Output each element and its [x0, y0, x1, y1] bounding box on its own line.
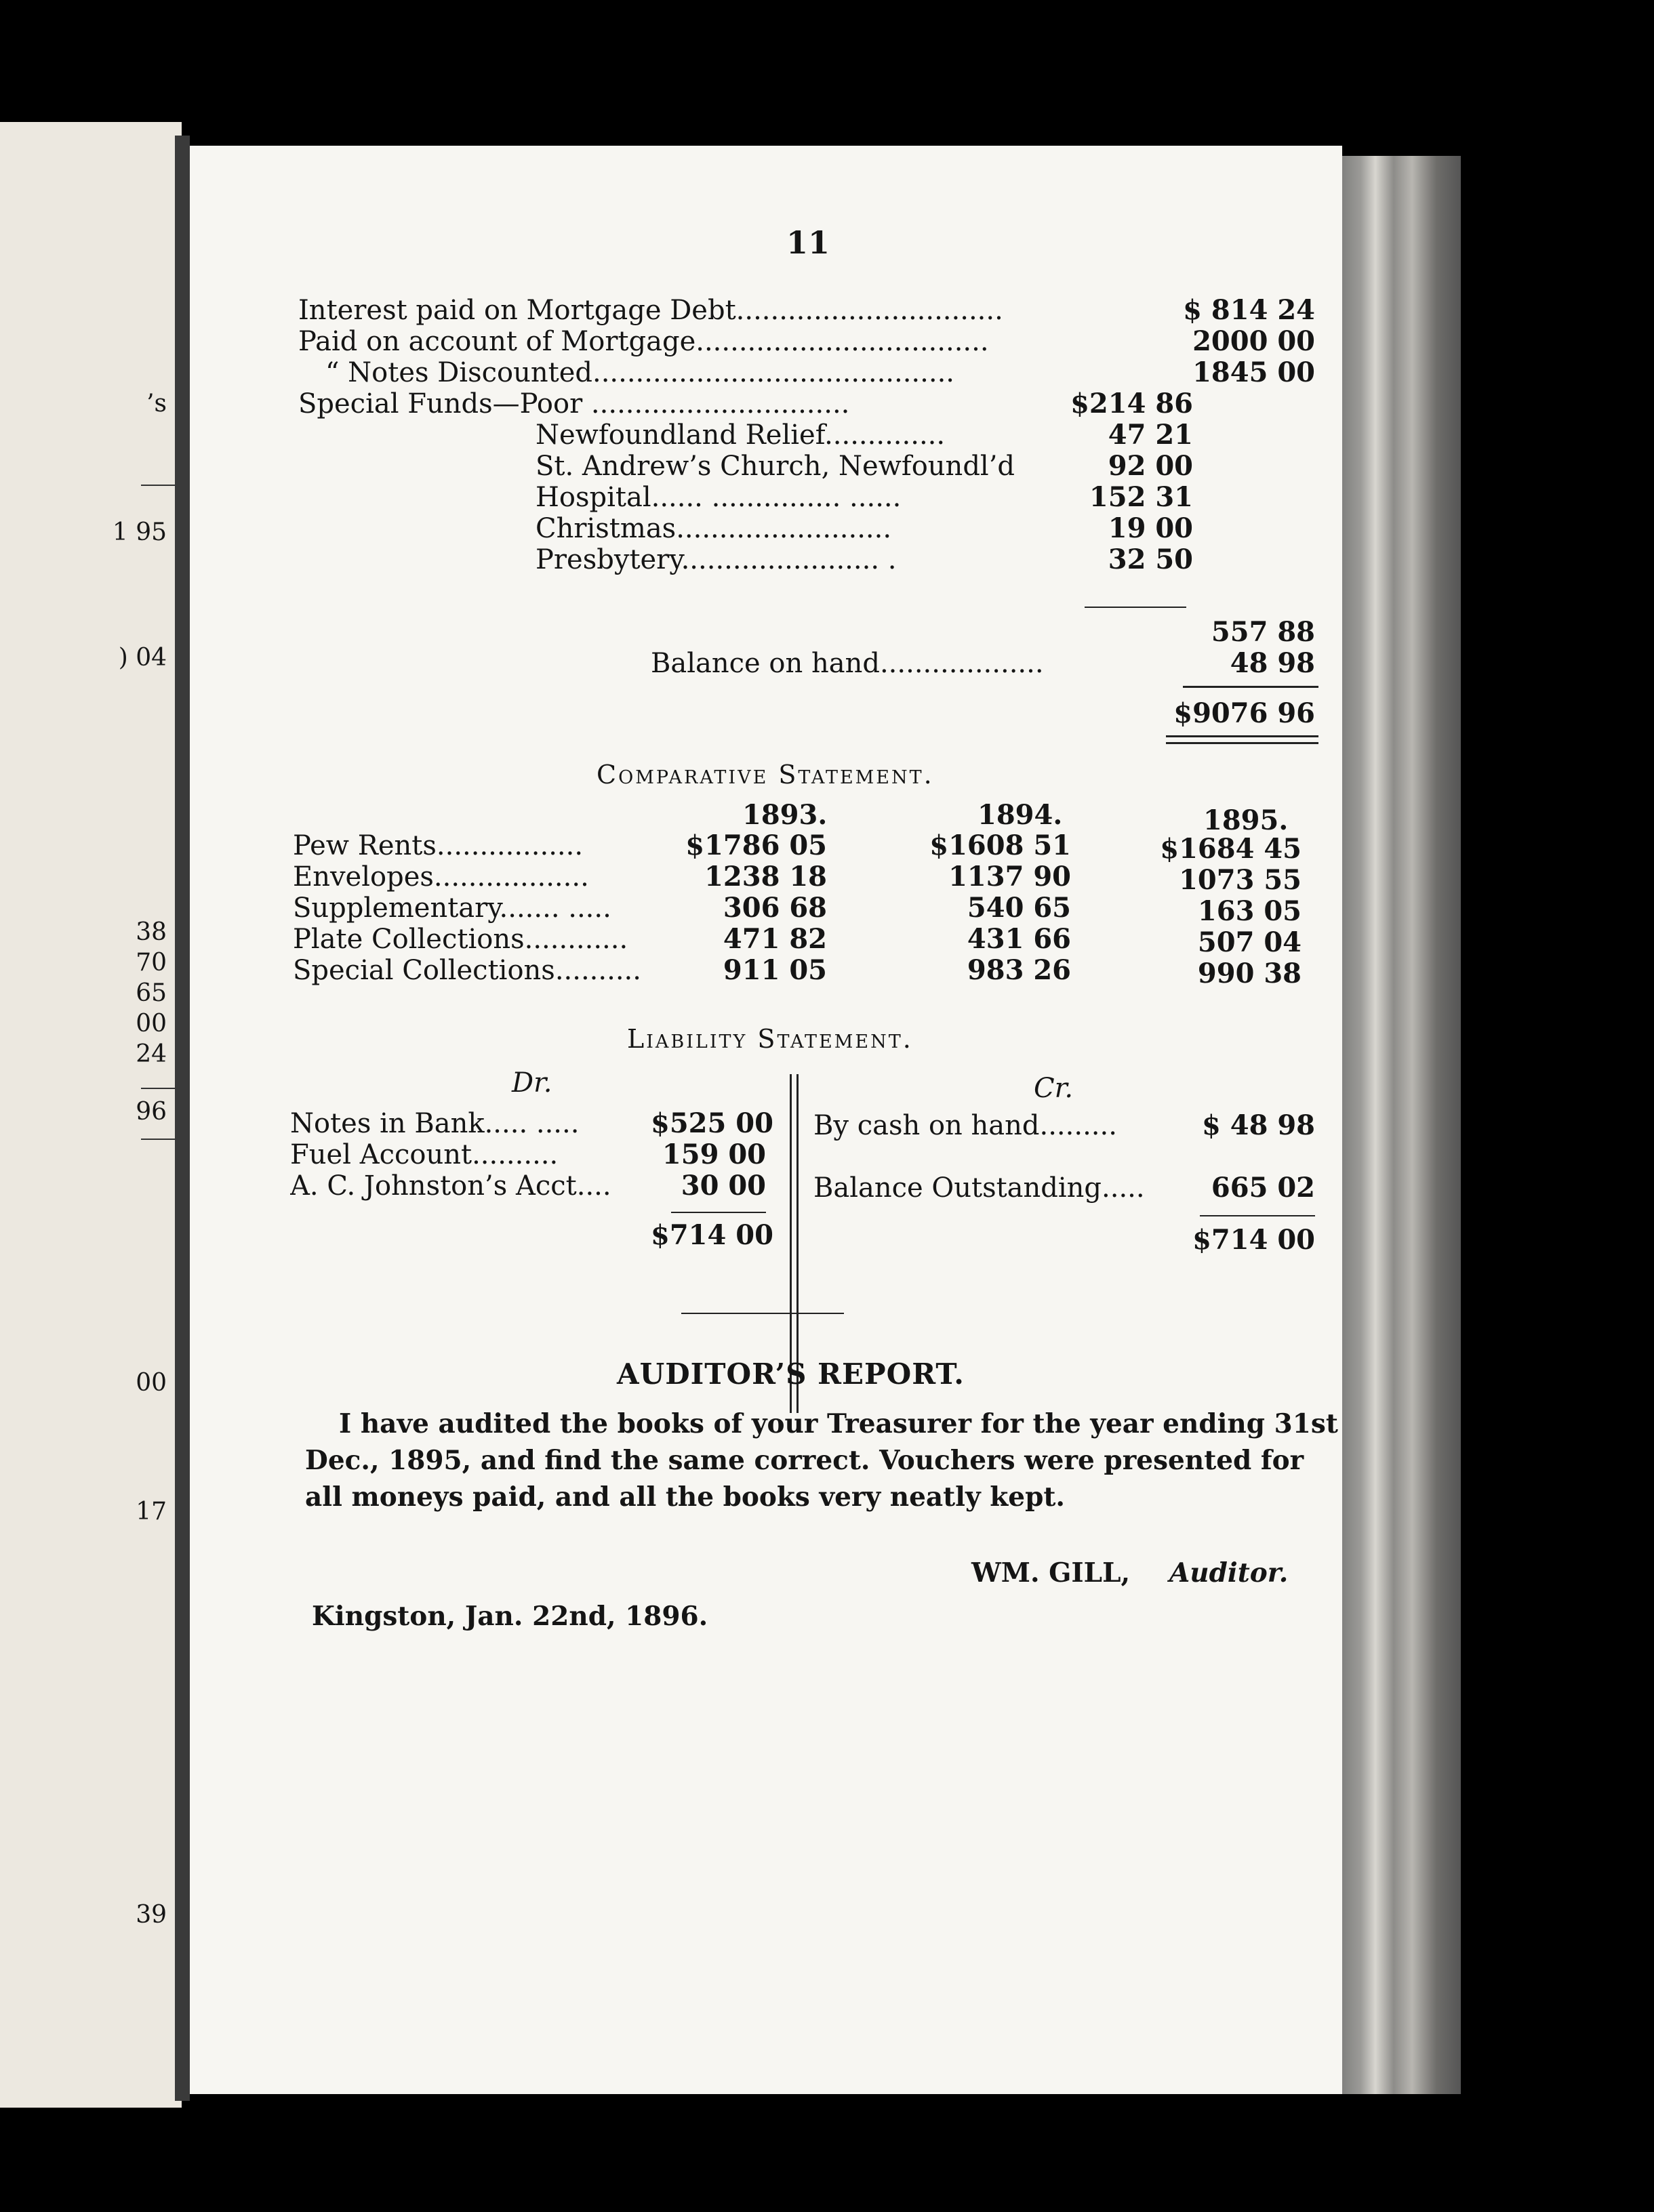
special-fund-label: Presbytery....................... . — [536, 544, 897, 575]
dr-row-label: Fuel Account.......... — [290, 1139, 559, 1170]
left-fragment: ’s — [146, 390, 167, 417]
left-fragment: 24 — [136, 1040, 167, 1068]
dr-heading: Dr. — [512, 1067, 552, 1099]
dr-row-label: Notes in Bank..... ..... — [290, 1108, 580, 1139]
document-page — [190, 146, 1342, 2094]
comparative-value-1895: 163 05 — [1197, 895, 1302, 927]
cr-total-rule — [1200, 1215, 1315, 1216]
dr-row-amount: 30 00 — [681, 1170, 766, 1202]
special-fund-label: Christmas......................... — [536, 513, 892, 544]
special-fund-amount: 47 21 — [1108, 419, 1193, 451]
special-fund-amount: $214 86 — [1070, 388, 1193, 419]
left-fragment: 00 — [136, 1010, 167, 1038]
special-fund-amount: 92 00 — [1108, 450, 1193, 482]
comparative-value-1894: $1608 51 — [929, 830, 1071, 861]
cr-row-amount: 665 02 — [1211, 1172, 1315, 1204]
comparative-value-1894: 431 66 — [967, 923, 1071, 955]
comparative-value-1895: $1684 45 — [1160, 833, 1302, 865]
comparative-value-1893: 1238 18 — [704, 861, 827, 893]
left-fragment: 38 — [136, 918, 167, 946]
left-fragment: 39 — [136, 1901, 167, 1929]
account-line-label: Paid on account of Mortgage.................................. — [298, 326, 989, 357]
comparative-row-label: Special Collections.......... — [293, 955, 641, 986]
dr-row-label: A. C. Johnston’s Acct.... — [290, 1170, 611, 1202]
left-fragment: 1 95 — [112, 518, 167, 546]
book-gutter — [175, 136, 190, 2101]
place-date: Kingston, Jan. 22nd, 1896. — [312, 1601, 708, 1632]
page-edges — [1339, 156, 1461, 2094]
comparative-value-1895: 1073 55 — [1179, 864, 1302, 896]
comparative-value-1895: 507 04 — [1197, 926, 1302, 958]
page-number: 11 — [786, 224, 830, 261]
double-rule-top — [1166, 735, 1318, 737]
cr-heading: Cr. — [1034, 1073, 1074, 1104]
comparative-value-1894: 540 65 — [967, 892, 1071, 924]
total-rule — [1183, 686, 1318, 688]
account-line-label: “ Notes Discounted.......................................... — [325, 357, 955, 388]
grand-total: $9076 96 — [1173, 697, 1315, 729]
auditor-body-line: I have audited the books of your Treasurer for the year ending 31st — [339, 1408, 1338, 1439]
comparative-value-1893: 306 68 — [723, 892, 827, 924]
cr-row-label: By cash on hand......... — [813, 1110, 1117, 1141]
comparative-row-label: Supplementary....... ..... — [293, 893, 611, 924]
balance-label: Balance on hand................... — [651, 648, 1044, 679]
signature-name: WM. GILL, — [971, 1557, 1131, 1589]
comparative-value-1893: $1786 05 — [685, 830, 827, 861]
special-fund-amount: 19 00 — [1108, 512, 1193, 544]
dr-total: $714 00 — [651, 1219, 773, 1251]
subtotal-rule — [1085, 607, 1186, 608]
comparative-value-1894: 1137 90 — [948, 861, 1071, 893]
special-fund-amount: 32 50 — [1108, 544, 1193, 575]
left-page — [0, 122, 182, 2108]
account-line-label: Interest paid on Mortgage Debt............................... — [298, 295, 1003, 326]
special-fund-label: St. Andrew’s Church, Newfoundl’d — [536, 451, 1015, 482]
special-fund-label: Newfoundland Relief.............. — [536, 419, 946, 451]
special-funds-total: 557 88 — [1211, 616, 1315, 648]
comparative-value-1894: 983 26 — [967, 954, 1071, 986]
special-funds-label: Special Funds—Poor .............................. — [298, 388, 850, 419]
comparative-value-1893: 911 05 — [723, 954, 827, 986]
comparative-value-1895: 990 38 — [1197, 958, 1302, 989]
year-1893: 1893. — [742, 799, 828, 831]
signature-title: Auditor. — [1169, 1557, 1289, 1589]
comparative-title: Comparative Statement. — [597, 760, 934, 790]
section-separator — [681, 1313, 844, 1314]
comparative-row-label: Plate Collections............ — [293, 924, 628, 955]
dr-row-amount: $525 00 — [651, 1107, 773, 1139]
dr-row-amount: 159 00 — [662, 1139, 766, 1170]
left-fragment: ) 04 — [118, 644, 167, 672]
auditor-body-line: all moneys paid, and all the books very neatly kept. — [305, 1481, 1065, 1513]
balance-amount: 48 98 — [1230, 647, 1315, 679]
cr-total: $714 00 — [1192, 1224, 1315, 1256]
auditor-body-line: Dec., 1895, and find the same correct. Vouchers were presented for — [305, 1445, 1304, 1476]
special-fund-amount: 152 31 — [1089, 481, 1193, 513]
left-fragment: 70 — [136, 949, 167, 977]
dr-total-rule — [671, 1212, 766, 1213]
left-fragment: 65 — [136, 979, 167, 1007]
left-fragment: 96 — [136, 1098, 167, 1126]
cr-row-amount: $ 48 98 — [1201, 1109, 1315, 1141]
comparative-value-1893: 471 82 — [723, 923, 827, 955]
auditor-title: AUDITOR’S REPORT. — [617, 1357, 965, 1391]
left-fragment: 17 — [136, 1498, 167, 1525]
year-1895: 1895. — [1203, 804, 1289, 836]
double-rule-bottom — [1166, 742, 1318, 744]
comparative-row-label: Envelopes.................. — [293, 861, 589, 893]
liability-title: Liability Statement. — [627, 1024, 913, 1054]
comparative-row-label: Pew Rents................. — [293, 830, 584, 861]
account-line-amount: 2000 00 — [1192, 325, 1315, 357]
left-fragment: 00 — [136, 1369, 167, 1397]
account-line-amount: $ 814 24 — [1183, 294, 1315, 326]
cr-row-label: Balance Outstanding..... — [813, 1172, 1145, 1204]
special-fund-label: Hospital...... ............... ...... — [536, 482, 902, 513]
year-1894: 1894. — [977, 799, 1063, 831]
account-line-amount: 1845 00 — [1192, 356, 1315, 388]
